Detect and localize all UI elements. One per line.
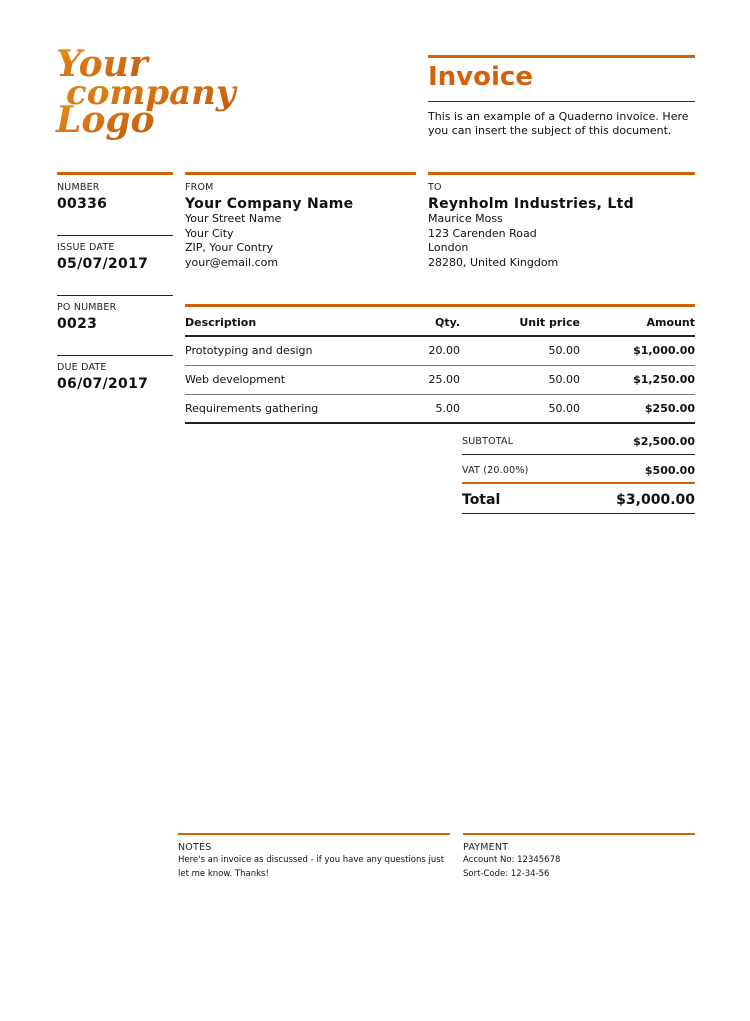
col-header-unit-price: Unit price [519, 316, 580, 329]
account-number: Account No: 12345678 [463, 855, 561, 865]
company-logo [52, 38, 252, 148]
due-date-label: DUE DATE [57, 362, 107, 373]
to-line: 28280, United Kingdom [428, 255, 559, 269]
notes-text [178, 854, 453, 881]
row-qty: 20.00 [428, 344, 460, 357]
subtotal-label: SUBTOTAL [462, 436, 514, 447]
vat-label: VAT (20.00%) [462, 465, 529, 476]
title-divider [428, 101, 695, 102]
from-company-name: Your Company Name [185, 196, 354, 212]
to-rule [428, 172, 695, 175]
from-label: FROM [185, 182, 214, 193]
col-header-amount: Amount [646, 316, 695, 329]
col-header-description: Description [185, 316, 257, 329]
row-amount: $1,250.00 [633, 373, 695, 386]
sort-code: Sort-Code: 12-34-56 [463, 868, 550, 879]
from-email: your@email.com [185, 255, 279, 269]
row-unit-price: 50.00 [548, 344, 580, 357]
po-number-value: 0023 [57, 316, 98, 332]
to-line: London [428, 241, 469, 255]
vat-value: $500.00 [644, 464, 695, 477]
table-row [185, 394, 695, 423]
to-line: Maurice Moss [428, 212, 503, 225]
subtotal-value: $2,500.00 [633, 435, 695, 448]
meta-divider [57, 235, 173, 236]
table-rule [185, 304, 695, 307]
row-description: Requirements gathering [185, 402, 319, 415]
payment-details [463, 854, 560, 881]
meta-rule [57, 172, 173, 175]
logo-line-2: company [66, 73, 236, 113]
row-unit-price: 50.00 [548, 373, 580, 386]
subtotal-divider [462, 454, 695, 455]
row-qty: 5.00 [435, 402, 460, 415]
po-number-label: PO NUMBER [57, 302, 117, 313]
row-unit-price: 50.00 [548, 402, 580, 415]
notes-line: Here's an invoice as discussed - if you have any questions just [178, 855, 445, 865]
total-value: $3,000.00 [616, 492, 695, 508]
table-bottom-divider [185, 422, 695, 424]
payment-rule [463, 833, 695, 835]
issue-date-label: ISSUE DATE [57, 242, 115, 253]
logo-line-3: Logo [56, 99, 155, 141]
notes-label: NOTES [178, 842, 212, 853]
from-address [185, 212, 281, 270]
due-date-value: 06/07/2017 [57, 376, 149, 392]
number-value: 00336 [57, 196, 108, 212]
title-rule [428, 55, 695, 58]
meta-divider [57, 295, 173, 296]
table-row [185, 336, 695, 365]
from-line: Your City [185, 226, 234, 240]
col-header-qty: Qty. [435, 316, 460, 329]
to-company-name: Reynholm Industries, Ltd [428, 196, 634, 212]
from-line: ZIP, Your Contry [185, 241, 274, 255]
to-line: 123 Carenden Road [428, 226, 537, 240]
from-line: Your Street Name [185, 212, 282, 225]
row-amount: $250.00 [644, 402, 695, 415]
payment-label: PAYMENT [463, 842, 509, 853]
from-rule [185, 172, 416, 175]
issue-date-value: 05/07/2017 [57, 256, 149, 272]
to-address [428, 212, 558, 270]
row-qty: 25.00 [428, 373, 460, 386]
row-amount: $1,000.00 [633, 344, 695, 357]
row-description: Prototyping and design [185, 344, 313, 357]
meta-divider [57, 355, 173, 356]
number-label: NUMBER [57, 182, 100, 193]
invoice-subject: This is an example of a Quaderno invoice. Here you can insert the subject of this document. [428, 110, 689, 137]
total-label: Total [462, 492, 501, 508]
to-label: TO [428, 182, 442, 193]
notes-rule [178, 833, 450, 835]
total-rule [462, 482, 695, 484]
total-divider [462, 513, 695, 514]
invoice-title: Invoice [428, 62, 533, 92]
logo-line-1: Your [56, 43, 148, 85]
row-description: Web development [185, 373, 286, 386]
table-row [185, 365, 695, 394]
notes-line: let me know. Thanks! [178, 868, 269, 879]
